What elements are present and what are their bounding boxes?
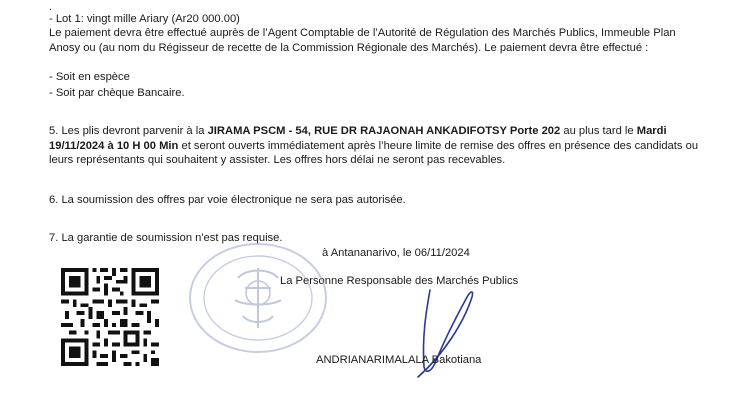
lot1-line: - Lot 1: vingt mille Ariary (Ar20 000.00) — [49, 13, 240, 25]
qr-code-icon — [61, 268, 159, 366]
section-6-line: 6. La soumission des offres par voie électronique ne sera pas autorisée. — [49, 194, 406, 206]
payment-paragraph: Le paiement devra être effectué auprès de l’Agent Comptable de l’Autorité de Régulation des Marchés Publics, Immeuble Plan Anosy ou (au nom du Régisseur de recette de la Commission Régionale des Marchés). Le paiement devra être effectué : — [49, 27, 676, 54]
payment-option-cheque: - Soit par chèque Bancaire. — [49, 87, 185, 99]
s5-address: JIRAMA PSCM - 54, RUE DR RAJAONAH ANKADIFOTSY Porte 202 — [207, 125, 561, 137]
s5-text-c: au plus tard le — [560, 125, 637, 137]
s5-text-a: 5. Les plis devront parvenir à la — [49, 125, 208, 137]
section-7-line: 7. La garantie de soumission n'est pas requise. — [49, 232, 283, 244]
signatory-title: La Personne Responsable des Marchés Publics — [280, 275, 519, 287]
place-date: à Antananarivo, le 06/11/2024 — [322, 247, 470, 259]
signatory-name: ANDRIANARIMALALA Bakotiana — [316, 354, 482, 366]
s5-text-e: et seront ouverts immédiatement après l’heure limite de remise des offres en présence des candidats ou leurs représentants qui souhaitent y assister. Les offres hors délai ne seront pas recevables. — [49, 139, 699, 167]
leading-dot: . — [49, 1, 53, 13]
payment-option-cash: - Soit en espèce — [49, 71, 130, 83]
s5-deadline: Mardi 19/11/2024 à 10 H 00 Min — [49, 125, 667, 152]
section-5-paragraph — [49, 124, 709, 168]
official-stamp-icon — [183, 238, 333, 358]
